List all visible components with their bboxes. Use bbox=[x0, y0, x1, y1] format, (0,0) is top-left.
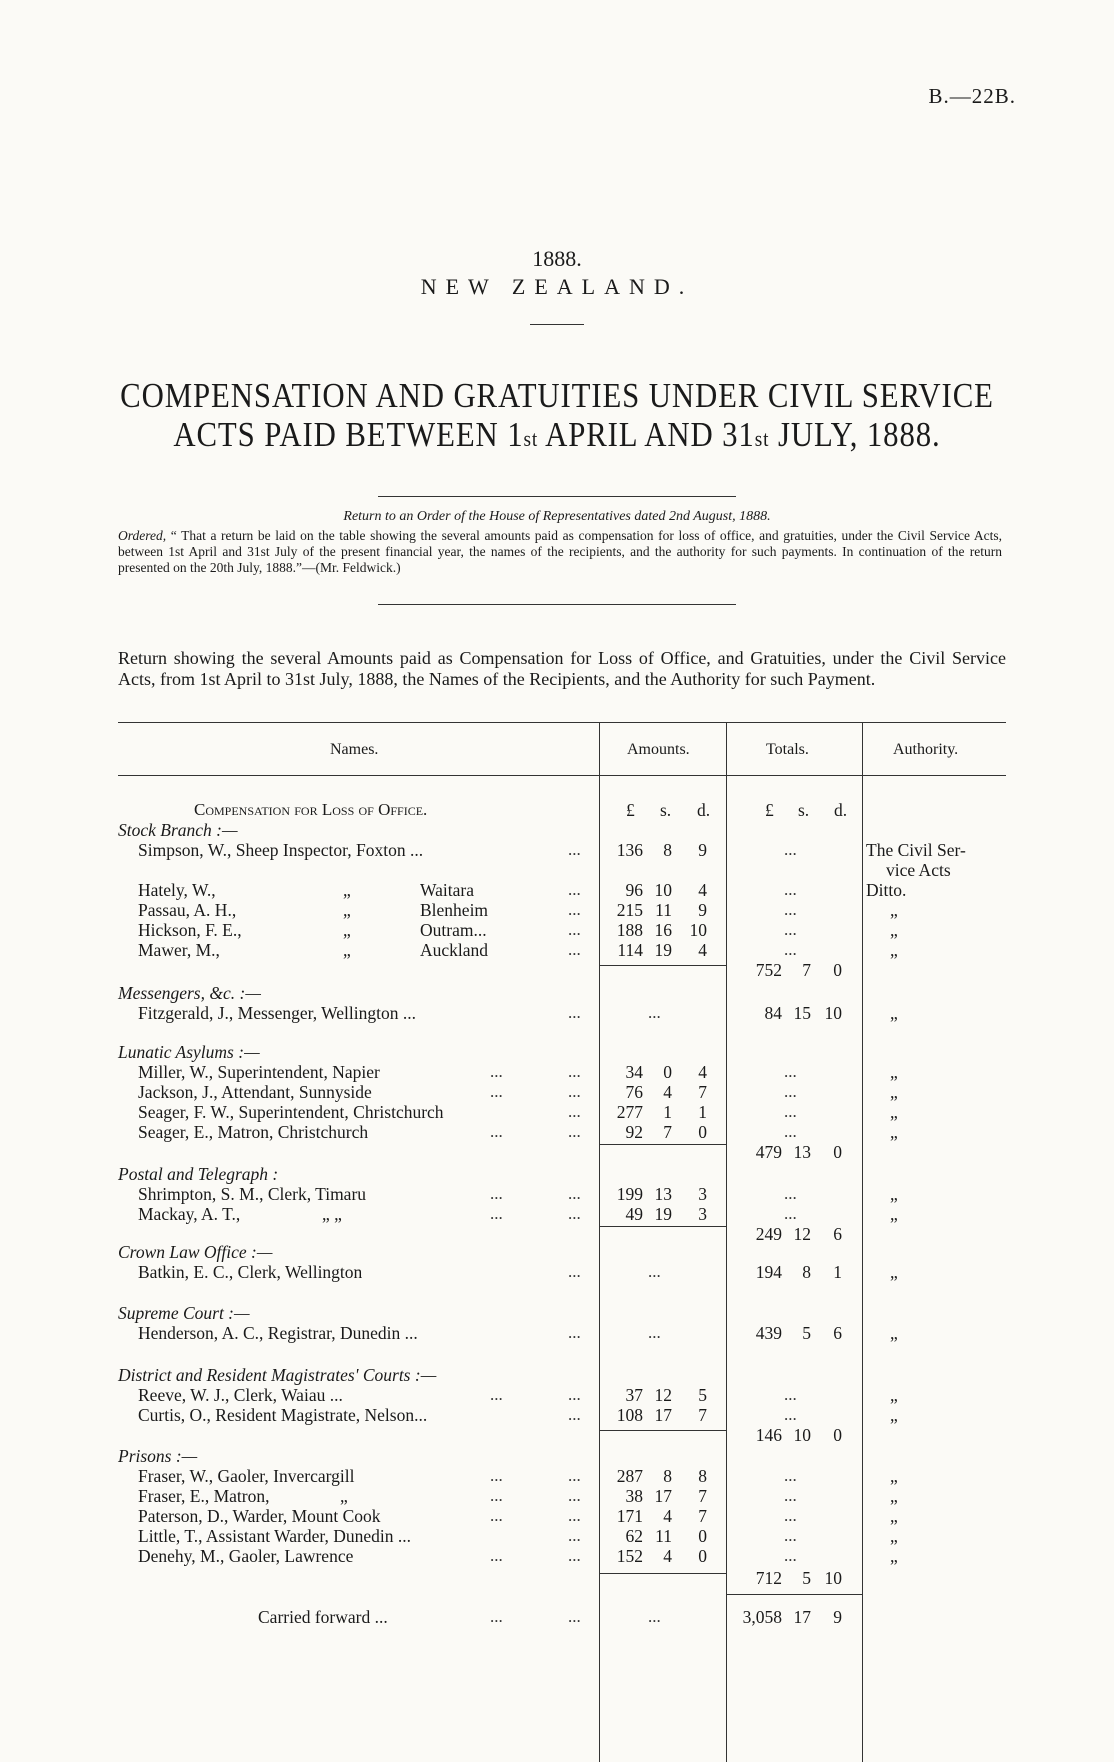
column-header-names: Names. bbox=[330, 741, 379, 758]
group-heading: District and Resident Magistrates' Courts :— bbox=[118, 1365, 437, 1385]
amount-shillings: 16 bbox=[654, 920, 672, 940]
recipient-name: Mawer, M., bbox=[138, 940, 220, 960]
ditto-mark: „ bbox=[890, 1526, 898, 1546]
amount-pence: 0 bbox=[833, 1142, 842, 1162]
ditto-mark: „ bbox=[890, 1062, 898, 1082]
ditto-mark: „ bbox=[890, 1184, 898, 1204]
shillings-header: s. bbox=[798, 800, 810, 820]
ditto-mark: „ bbox=[890, 920, 898, 940]
amount-shillings: 7 bbox=[802, 960, 811, 980]
ditto-mark: „ bbox=[890, 1385, 898, 1405]
amount-pence: 0 bbox=[833, 1425, 842, 1445]
pounds-header: £ bbox=[626, 800, 635, 820]
ditto-mark: „ bbox=[343, 920, 351, 940]
authority-text: vice Acts bbox=[886, 860, 951, 880]
amount-pounds: 712 bbox=[755, 1568, 782, 1588]
amount-shillings: 12 bbox=[793, 1224, 811, 1244]
leader-dots: ... bbox=[490, 1506, 503, 1525]
amount-shillings: 5 bbox=[802, 1568, 811, 1588]
amount-shillings: 12 bbox=[654, 1385, 672, 1405]
subtotal-rule bbox=[599, 1144, 726, 1145]
group-heading: Prisons :— bbox=[118, 1446, 198, 1466]
leader-dots: ... bbox=[490, 1385, 503, 1404]
leader-dots: ... bbox=[568, 1184, 581, 1203]
leader-dots: ... bbox=[568, 1506, 581, 1525]
divider bbox=[530, 324, 584, 325]
leader-dots: ... bbox=[568, 900, 581, 919]
amount-shillings: 11 bbox=[655, 1526, 672, 1546]
group-heading: Messengers, &c. :— bbox=[118, 983, 261, 1003]
amount-pence: 10 bbox=[689, 920, 707, 940]
recipient-name: Hickson, F. E., bbox=[138, 920, 242, 940]
leader-dots: ... bbox=[490, 1062, 503, 1081]
amount-pence: 10 bbox=[824, 1003, 842, 1023]
amount-shillings: 17 bbox=[654, 1405, 672, 1425]
amount-pounds: 194 bbox=[755, 1262, 782, 1282]
leader-dots: ... bbox=[648, 1262, 661, 1281]
amount-shillings: 19 bbox=[654, 1204, 672, 1224]
leader-dots: ... bbox=[568, 1102, 581, 1121]
table-header-rule bbox=[118, 775, 1006, 776]
amount-pounds: 136 bbox=[616, 840, 643, 860]
leader-dots: ... bbox=[568, 1546, 581, 1565]
leader-dots: ... bbox=[784, 920, 797, 939]
amount-shillings: 10 bbox=[793, 1425, 811, 1445]
recipient-name: Batkin, E. C., Clerk, Wellington bbox=[138, 1262, 363, 1282]
recipient-name: Miller, W., Superintendent, Napier bbox=[138, 1062, 380, 1082]
recipient-name: Denehy, M., Gaoler, Lawrence bbox=[138, 1546, 354, 1566]
amount-shillings: 4 bbox=[663, 1506, 672, 1526]
carried-forward-pence: 9 bbox=[833, 1607, 842, 1627]
amount-pence: 3 bbox=[698, 1184, 707, 1204]
ditto-mark: „ bbox=[343, 880, 351, 900]
amount-pence: 9 bbox=[698, 840, 707, 860]
amount-pounds: 146 bbox=[755, 1425, 782, 1445]
pounds-header: £ bbox=[765, 800, 774, 820]
leader-dots: ... bbox=[568, 1526, 581, 1545]
amount-pence: 3 bbox=[698, 1204, 707, 1224]
leader-dots: ... bbox=[568, 1262, 581, 1281]
recipient-name: Shrimpton, S. M., Clerk, Timaru bbox=[138, 1184, 367, 1204]
leader-dots: ... bbox=[784, 1466, 797, 1485]
column-rule bbox=[862, 722, 863, 1762]
amount-pounds: 49 bbox=[625, 1204, 643, 1224]
amount-pence: 7 bbox=[698, 1405, 707, 1425]
ditto-mark: „ bbox=[890, 1262, 898, 1282]
pence-header: d. bbox=[697, 800, 711, 820]
authority-text: The Civil Ser- bbox=[866, 840, 966, 860]
leader-dots: ... bbox=[490, 1184, 503, 1203]
recipient-name: Mackay, A. T., bbox=[138, 1204, 241, 1224]
amount-shillings: 7 bbox=[663, 1122, 672, 1142]
recipient-name: Little, T., Assistant Warder, Dunedin ... bbox=[138, 1526, 411, 1546]
leader-dots: ... bbox=[784, 880, 797, 899]
amount-pence: 10 bbox=[824, 1568, 842, 1588]
amount-shillings: 8 bbox=[802, 1262, 811, 1282]
column-header-amounts: Amounts. bbox=[627, 741, 690, 758]
amount-pence: 6 bbox=[833, 1224, 842, 1244]
ditto-mark: „ bbox=[890, 1546, 898, 1566]
column-header-totals: Totals. bbox=[766, 741, 809, 758]
ditto-mark: „ bbox=[890, 1486, 898, 1506]
amount-pence: 0 bbox=[833, 960, 842, 980]
amount-pounds: 37 bbox=[625, 1385, 643, 1405]
leader-dots: ... bbox=[784, 1184, 797, 1203]
amount-pence: 4 bbox=[698, 880, 707, 900]
leader-dots: ... bbox=[490, 1082, 503, 1101]
subtotal-rule bbox=[599, 1430, 726, 1431]
leader-dots: ... bbox=[648, 1607, 661, 1626]
leader-dots: ... bbox=[490, 1546, 503, 1565]
amount-shillings: 5 bbox=[802, 1323, 811, 1343]
amount-shillings: 4 bbox=[663, 1546, 672, 1566]
leader-dots: ... bbox=[784, 1204, 797, 1223]
carried-forward-label: Carried forward ... bbox=[258, 1607, 388, 1627]
subtotal-rule bbox=[599, 1226, 726, 1227]
pence-header: d. bbox=[834, 800, 848, 820]
group-heading: Crown Law Office :— bbox=[118, 1242, 273, 1262]
leader-dots: ... bbox=[490, 1204, 503, 1223]
amount-pounds: 84 bbox=[764, 1003, 782, 1023]
leader-dots: ... bbox=[648, 1323, 661, 1342]
group-heading: Postal and Telegraph : bbox=[118, 1164, 279, 1184]
recipient-name: Passau, A. H., bbox=[138, 900, 237, 920]
leader-dots: ... bbox=[490, 1466, 503, 1485]
leader-dots: ... bbox=[784, 1526, 797, 1545]
amount-shillings: 10 bbox=[654, 880, 672, 900]
shillings-header: s. bbox=[660, 800, 672, 820]
amount-pence: 4 bbox=[698, 940, 707, 960]
recipient-name: Simpson, W., Sheep Inspector, Foxton ... bbox=[138, 840, 424, 860]
recipient-place: Waitara bbox=[420, 880, 474, 900]
amount-pounds: 108 bbox=[616, 1405, 643, 1425]
ditto-mark: „ bbox=[890, 1506, 898, 1526]
recipient-place: Auckland bbox=[420, 940, 489, 960]
subtotal-rule bbox=[599, 1573, 726, 1574]
page-reference: B.—22B. bbox=[928, 84, 1016, 108]
group-heading: Stock Branch :— bbox=[118, 820, 238, 840]
amount-pounds: 752 bbox=[755, 960, 782, 980]
recipient-name: Henderson, A. C., Registrar, Dunedin ... bbox=[138, 1323, 418, 1343]
table-top-rule bbox=[118, 722, 1006, 723]
leader-dots: ... bbox=[490, 1607, 503, 1626]
amount-pounds: 479 bbox=[755, 1142, 782, 1162]
recipient-name: Fraser, E., Matron, bbox=[138, 1486, 270, 1506]
recipient-name: Reeve, W. J., Clerk, Waiau ... bbox=[138, 1385, 343, 1405]
amount-pence: 1 bbox=[698, 1102, 707, 1122]
amount-pence: 0 bbox=[698, 1546, 707, 1566]
leader-dots: ... bbox=[784, 1486, 797, 1505]
amount-pounds: 215 bbox=[616, 900, 643, 920]
amount-pence: 5 bbox=[698, 1385, 707, 1405]
ditto-mark: „ bbox=[890, 1323, 898, 1343]
ditto-mark: „ bbox=[343, 940, 351, 960]
leader-dots: ... bbox=[568, 1405, 581, 1424]
amount-shillings: 15 bbox=[793, 1003, 811, 1023]
amount-shillings: 8 bbox=[663, 840, 672, 860]
ditto-mark: „ „ bbox=[322, 1204, 342, 1224]
carried-forward-pounds: 3,058 bbox=[742, 1607, 782, 1627]
leader-dots: ... bbox=[784, 940, 797, 959]
leader-dots: ... bbox=[568, 1323, 581, 1342]
leader-dots: ... bbox=[568, 1003, 581, 1022]
leader-dots: ... bbox=[568, 1062, 581, 1081]
recipient-name: Hately, W., bbox=[138, 880, 216, 900]
group-heading: Lunatic Asylums :— bbox=[118, 1042, 260, 1062]
document-title: COMPENSATION AND GRATUITIES UNDER CIVIL SERVICE ACTS PAID BETWEEN 1st APRIL AND 31st JULY, 1888. bbox=[120, 376, 994, 454]
ditto-mark: „ bbox=[890, 1204, 898, 1224]
amount-pounds: 199 bbox=[616, 1184, 643, 1204]
amount-pounds: 92 bbox=[625, 1122, 643, 1142]
leader-dots: ... bbox=[568, 940, 581, 959]
leader-dots: ... bbox=[568, 1466, 581, 1485]
leader-dots: ... bbox=[784, 1385, 797, 1404]
leader-dots: ... bbox=[784, 1102, 797, 1121]
ditto-mark: „ bbox=[890, 940, 898, 960]
leader-dots: ... bbox=[568, 1486, 581, 1505]
order-heading: Return to an Order of the House of Representatives dated 2nd August, 1888. bbox=[343, 509, 771, 524]
amount-pence: 0 bbox=[698, 1122, 707, 1142]
recipient-name: Curtis, O., Resident Magistrate, Nelson... bbox=[138, 1405, 428, 1425]
leader-dots: ... bbox=[784, 1062, 797, 1081]
amount-shillings: 11 bbox=[655, 900, 672, 920]
group-heading: Supreme Court :— bbox=[118, 1303, 250, 1323]
leader-dots: ... bbox=[568, 1082, 581, 1101]
amount-pounds: 62 bbox=[625, 1526, 643, 1546]
return-description: Return showing the several Amounts paid as Compensation for Loss of Office, and Gratuities, under the Civil Service Acts, from 1st April to 31st July, 1888, the Names of the Recipients, and the Authority for such Payment. bbox=[118, 648, 1006, 689]
country: NEW ZEALAND. bbox=[420, 274, 694, 299]
recipient-place: Outram... bbox=[420, 920, 487, 940]
order-text: Ordered, “ That a return be laid on the table showing the several amounts paid as compensation for loss of office, and gratuities, under the Civil Service Acts, between 1st April and 31st July of the present financial year, the names of the recipients, and the authority for such payments. In continuation of the return presented on the 20th July, 1888.”—(Mr. Feldwick.) bbox=[118, 528, 1002, 575]
amount-pounds: 76 bbox=[625, 1082, 643, 1102]
ditto-mark: „ bbox=[890, 1405, 898, 1425]
amount-shillings: 19 bbox=[654, 940, 672, 960]
amount-pounds: 439 bbox=[755, 1323, 782, 1343]
leader-dots: ... bbox=[784, 840, 797, 859]
amount-pence: 7 bbox=[698, 1486, 707, 1506]
amount-pence: 7 bbox=[698, 1082, 707, 1102]
ditto-mark: „ bbox=[890, 1466, 898, 1486]
amount-pence: 8 bbox=[698, 1466, 707, 1486]
section-heading: Compensation for Loss of Office. bbox=[194, 800, 428, 819]
carried-forward-shillings: 17 bbox=[793, 1607, 811, 1627]
amount-pence: 4 bbox=[698, 1062, 707, 1082]
amount-shillings: 13 bbox=[654, 1184, 672, 1204]
ditto-mark: „ bbox=[890, 1003, 898, 1023]
amount-pounds: 249 bbox=[755, 1224, 782, 1244]
leader-dots: ... bbox=[784, 1506, 797, 1525]
column-rule bbox=[599, 722, 600, 1762]
amount-pounds: 152 bbox=[616, 1546, 643, 1566]
amount-pence: 7 bbox=[698, 1506, 707, 1526]
amount-shillings: 1 bbox=[663, 1102, 672, 1122]
leader-dots: ... bbox=[784, 1405, 797, 1424]
ditto-mark: „ bbox=[890, 900, 898, 920]
leader-dots: ... bbox=[568, 1607, 581, 1626]
amount-shillings: 4 bbox=[663, 1082, 672, 1102]
amount-pounds: 188 bbox=[616, 920, 643, 940]
amount-pounds: 171 bbox=[616, 1506, 643, 1526]
ditto-mark: „ bbox=[890, 1102, 898, 1122]
amount-pounds: 277 bbox=[616, 1102, 643, 1122]
leader-dots: ... bbox=[784, 1546, 797, 1565]
recipient-name: Paterson, D., Warder, Mount Cook bbox=[138, 1506, 381, 1526]
amount-pounds: 287 bbox=[616, 1466, 643, 1486]
subtotal-rule bbox=[726, 1594, 862, 1595]
amount-shillings: 13 bbox=[793, 1142, 811, 1162]
amount-pence: 1 bbox=[833, 1262, 842, 1282]
recipient-name: Fitzgerald, J., Messenger, Wellington ... bbox=[138, 1003, 417, 1023]
recipient-name: Jackson, J., Attendant, Sunnyside bbox=[138, 1082, 372, 1102]
leader-dots: ... bbox=[568, 1122, 581, 1141]
leader-dots: ... bbox=[490, 1122, 503, 1141]
ditto-mark: „ bbox=[890, 1082, 898, 1102]
recipient-name: Seager, E., Matron, Christchurch bbox=[138, 1122, 369, 1142]
leader-dots: ... bbox=[784, 1082, 797, 1101]
divider bbox=[378, 496, 736, 497]
amount-pence: 9 bbox=[698, 900, 707, 920]
amount-pounds: 34 bbox=[625, 1062, 643, 1082]
ditto-mark: „ bbox=[340, 1486, 348, 1506]
ditto-mark: „ bbox=[343, 900, 351, 920]
leader-dots: ... bbox=[568, 880, 581, 899]
leader-dots: ... bbox=[784, 1122, 797, 1141]
recipient-name: Seager, F. W., Superintendent, Christchurch bbox=[138, 1102, 444, 1122]
leader-dots: ... bbox=[568, 920, 581, 939]
amount-shillings: 8 bbox=[663, 1466, 672, 1486]
recipient-place: Blenheim bbox=[420, 900, 489, 920]
amount-pence: 6 bbox=[833, 1323, 842, 1343]
column-header-authority: Authority. bbox=[893, 741, 959, 758]
leader-dots: ... bbox=[568, 1204, 581, 1223]
amount-pounds: 96 bbox=[625, 880, 643, 900]
leader-dots: ... bbox=[648, 1003, 661, 1022]
leader-dots: ... bbox=[784, 900, 797, 919]
recipient-name: Fraser, W., Gaoler, Invercargill bbox=[138, 1466, 355, 1486]
year: 1888. bbox=[532, 246, 582, 271]
amount-pounds: 114 bbox=[617, 940, 643, 960]
amount-pence: 0 bbox=[698, 1526, 707, 1546]
amount-pounds: 38 bbox=[625, 1486, 643, 1506]
amount-shillings: 0 bbox=[663, 1062, 672, 1082]
authority-text: Ditto. bbox=[866, 880, 907, 900]
amount-shillings: 17 bbox=[654, 1486, 672, 1506]
leader-dots: ... bbox=[490, 1486, 503, 1505]
leader-dots: ... bbox=[568, 1385, 581, 1404]
leader-dots: ... bbox=[568, 840, 581, 859]
ditto-mark: „ bbox=[890, 1122, 898, 1142]
divider bbox=[378, 604, 736, 605]
subtotal-rule bbox=[599, 965, 726, 966]
